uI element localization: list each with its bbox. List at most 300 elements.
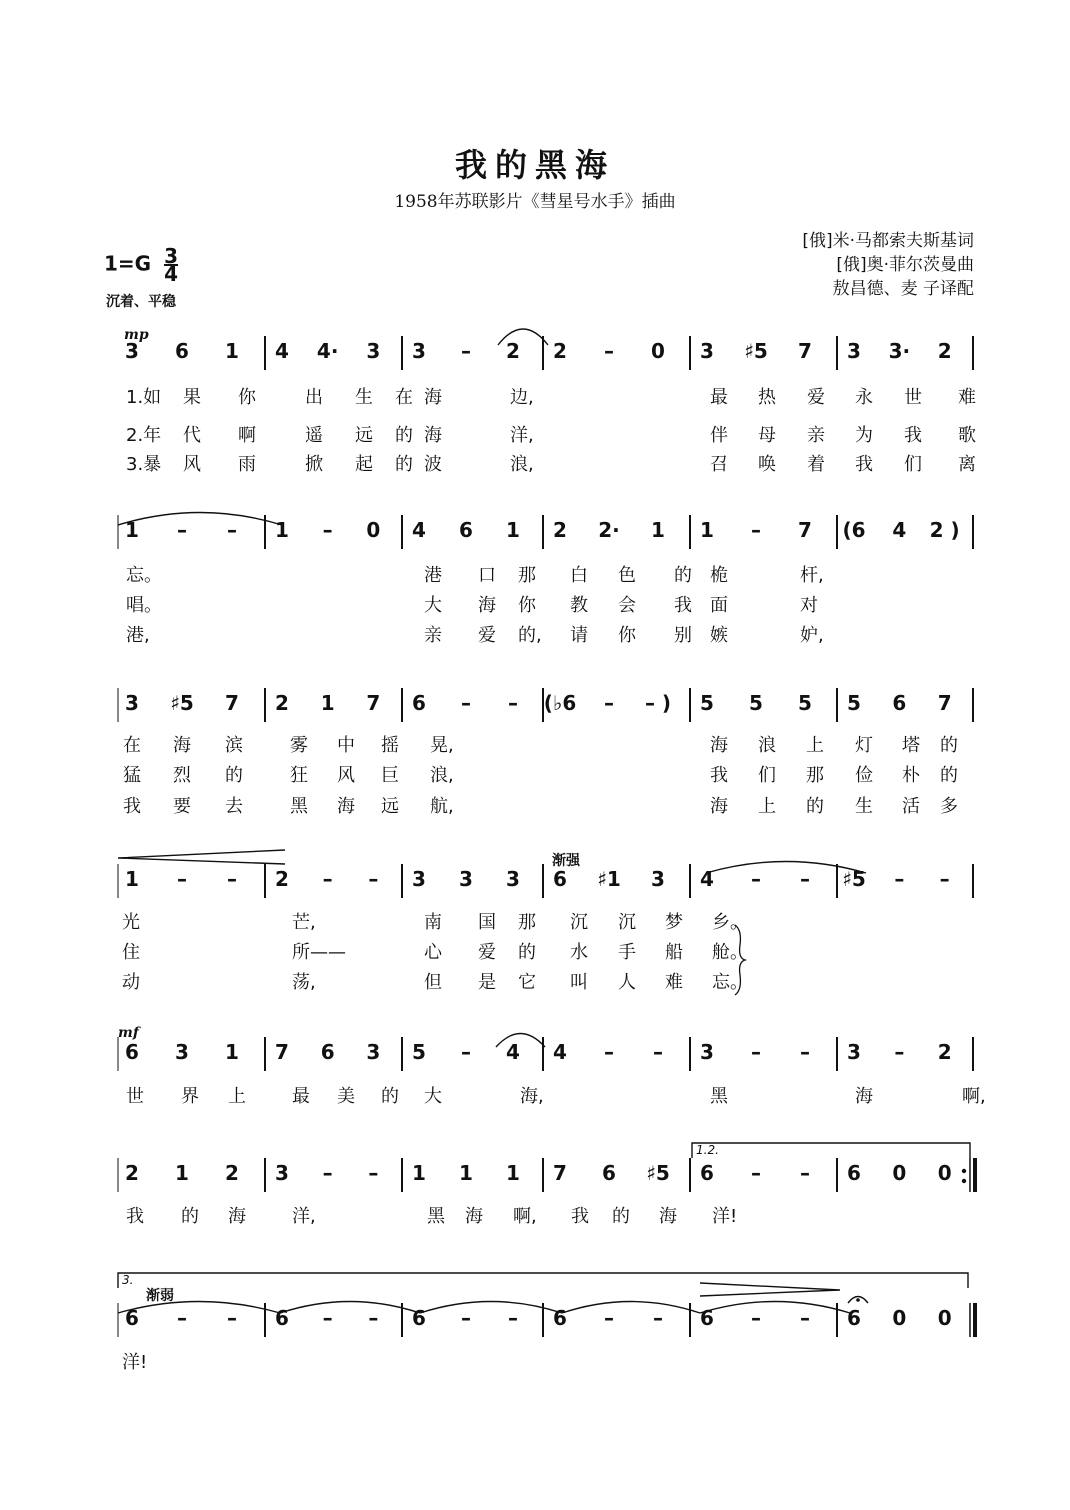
note-4-0: 6 <box>125 1040 139 1064</box>
lyric-2-1-5: 巨 <box>381 765 399 786</box>
song-subtitle: 1958年苏联影片《彗星号水手》插曲 <box>394 192 676 212</box>
lyric-0-0-1: 果 <box>183 387 201 408</box>
note-6-17: – <box>751 1306 761 1330</box>
composer-credit: [俄]奥·菲尔茨曼曲 <box>836 255 974 275</box>
note-3-17: – <box>751 867 761 891</box>
note-3-4: 2 <box>275 867 289 891</box>
tempo-marking: 沉着、平稳 <box>106 294 176 310</box>
lyric-6-0-0: 洋! <box>122 1352 148 1373</box>
note-3-9: 3 <box>459 867 473 891</box>
note-2-9: – <box>461 691 471 715</box>
lyric-2-0-5: 摇 <box>381 735 399 756</box>
lyric-3-2-0: 动 <box>122 972 140 993</box>
lyric-3-1-1: 所—— <box>292 942 346 963</box>
lyric-2-1-1: 烈 <box>173 765 191 786</box>
lyric-5-0-5: 海 <box>465 1206 483 1227</box>
translator-credit: 敖昌德、麦 子译配 <box>832 279 974 299</box>
lyric-4-0-7: 海, <box>520 1086 544 1107</box>
note-3-22: – <box>939 867 950 891</box>
lyric-1-2-2: 爱 <box>478 625 496 646</box>
note-0-0: 3 <box>125 339 139 363</box>
volta-third-label: 3. <box>122 1273 134 1287</box>
slur-7 <box>562 1302 700 1314</box>
slur-5 <box>280 1302 420 1314</box>
lyric-2-0-2: 滨 <box>225 735 243 756</box>
lyric-0-0-7: 边, <box>510 387 534 408</box>
note-2-20: 5 <box>847 691 861 715</box>
note-5-13: 6 <box>602 1161 616 1185</box>
note-1-12: 2 <box>553 518 567 542</box>
lyric-1-2-0: 港, <box>126 625 150 646</box>
lyric-0-2-7: 浪, <box>510 454 534 475</box>
note-4-8: 5 <box>412 1040 426 1064</box>
lyric-3-1-8: 舱。 <box>712 942 748 963</box>
lyric-1-1-8: 对 <box>800 595 818 616</box>
lyric-5-0-1: 的 <box>181 1206 199 1227</box>
lyric-2-2-6: 航, <box>430 796 454 817</box>
lyric-2-1-12: 的 <box>940 765 958 786</box>
note-1-8: 4 <box>412 518 426 542</box>
note-6-16: 6 <box>700 1306 714 1330</box>
crescendo-hairpin <box>118 850 285 864</box>
slur-6 <box>420 1302 562 1314</box>
note-6-2: – <box>227 1306 237 1330</box>
note-4-13: – <box>604 1040 614 1064</box>
note-5-1: 1 <box>175 1161 189 1185</box>
dynamic-mp: mp <box>124 327 149 343</box>
time-signature-bottom: 4 <box>164 262 178 286</box>
lyric-4-0-10: 啊, <box>962 1086 986 1107</box>
lyric-2-2-12: 多 <box>940 796 958 817</box>
note-3-1: – <box>177 867 187 891</box>
note-6-0: 6 <box>125 1306 139 1330</box>
lyric-0-0-8: 最 <box>710 387 728 408</box>
lyric-2-1-8: 们 <box>758 765 776 786</box>
lyric-3-0-4: 那 <box>518 912 536 933</box>
lyric-0-1-13: 歌 <box>958 425 976 446</box>
volta-first-label: 1.2. <box>696 1143 719 1157</box>
lyric-1-2-3: 的, <box>518 625 542 646</box>
lyric-1-1-4: 教 <box>570 595 588 616</box>
note-2-18: 5 <box>798 691 812 715</box>
lyric-1-0-5: 色 <box>618 565 636 586</box>
note-4-2: 1 <box>225 1040 239 1064</box>
note-6-12: 6 <box>553 1306 567 1330</box>
lyric-0-0-10: 爱 <box>807 387 825 408</box>
note-3-13: ♯1 <box>597 867 621 891</box>
lyric-1-1-5: 会 <box>618 595 636 616</box>
note-0-2: 1 <box>225 339 239 363</box>
lyric-2-2-5: 远 <box>381 796 399 817</box>
lyric-3-2-8: 忘。 <box>712 972 748 993</box>
lyric-2-1-11: 朴 <box>902 765 920 786</box>
lyric-2-0-4: 中 <box>337 735 355 756</box>
lyric-0-1-8: 伴 <box>710 425 728 446</box>
lyric-3-2-7: 难 <box>665 972 683 993</box>
note-0-22: 2 <box>937 339 952 363</box>
note-1-16: 1 <box>700 518 714 542</box>
volta-first-bracket <box>692 1143 970 1158</box>
lyric-0-2-5: 的 <box>395 454 413 475</box>
lyric-0-1-9: 母 <box>758 425 776 446</box>
note-3-10: 3 <box>506 867 520 891</box>
note-2-8: 6 <box>412 691 426 715</box>
lyric-3-2-1: 荡, <box>292 972 316 993</box>
note-6-21: 0 <box>892 1306 907 1330</box>
note-4-21: – <box>894 1040 905 1064</box>
note-5-18: – <box>800 1161 810 1185</box>
slur-3 <box>496 1034 545 1048</box>
note-5-5: – <box>322 1161 333 1185</box>
note-2-17: 5 <box>749 691 763 715</box>
fermata-dot <box>856 1298 860 1302</box>
note-0-9: – <box>461 339 471 363</box>
note-6-10: – <box>508 1306 518 1330</box>
note-2-13: – <box>604 691 614 715</box>
volta-third-bracket <box>118 1273 968 1288</box>
dynamic-mf: mf <box>118 1025 139 1041</box>
note-2-2: 7 <box>225 691 239 715</box>
note-5-12: 7 <box>553 1161 567 1185</box>
slur-4 <box>118 1302 280 1314</box>
lyric-2-0-9: 上 <box>806 735 824 756</box>
lyric-5-0-3: 洋, <box>292 1206 316 1227</box>
note-1-4: 1 <box>275 518 289 542</box>
lyric-1-0-0: 忘。 <box>126 565 162 586</box>
note-1-6: 0 <box>366 518 381 542</box>
lyric-2-1-2: 的 <box>225 765 243 786</box>
note-2-21: 6 <box>892 691 907 715</box>
lyric-1-0-6: 的 <box>674 565 692 586</box>
note-3-6: – <box>368 867 379 891</box>
note-2-4: 2 <box>275 691 289 715</box>
lyric-4-0-3: 最 <box>292 1086 310 1107</box>
lyric-1-0-4: 白 <box>570 565 588 586</box>
note-5-17: – <box>751 1161 761 1185</box>
lyric-4-0-6: 大 <box>424 1086 442 1107</box>
lyric-3-0-1: 芒, <box>292 912 316 933</box>
note-6-22: 0 <box>937 1306 952 1330</box>
note-0-18: 7 <box>798 339 812 363</box>
note-1-2: – <box>227 518 237 542</box>
lyric-5-0-10: 洋! <box>712 1206 738 1227</box>
lyric-3-0-3: 国 <box>478 912 496 933</box>
lyric-2-0-3: 雾 <box>290 735 308 756</box>
lyric-2-1-10: 俭 <box>855 765 873 786</box>
note-6-14: – <box>653 1306 663 1330</box>
lyric-4-0-4: 美 <box>337 1086 355 1107</box>
note-3-20: ♯5 <box>842 867 866 891</box>
lyric-2-1-6: 浪, <box>430 765 454 786</box>
note-4-5: 6 <box>320 1040 335 1064</box>
lyric-1-0-2: 口 <box>478 565 496 586</box>
lyric-2-2-9: 的 <box>806 796 824 817</box>
lyric-3-2-4: 它 <box>518 972 536 993</box>
lyric-2-2-4: 海 <box>337 796 355 817</box>
lyric-0-1-3: 遥 <box>305 425 323 446</box>
note-0-20: 3 <box>847 339 861 363</box>
lyric-0-2-12: 们 <box>904 454 922 475</box>
lyric-0-1-12: 我 <box>904 425 922 446</box>
note-4-17: – <box>751 1040 761 1064</box>
note-5-22: 0 <box>937 1161 952 1185</box>
note-4-22: 2 <box>937 1040 952 1064</box>
lyric-0-2-1: 风 <box>183 454 201 475</box>
note-3-21: – <box>894 867 905 891</box>
note-1-17: – <box>751 518 761 542</box>
lyric-0-1-5: 的 <box>395 425 413 446</box>
lyric-2-2-11: 活 <box>902 796 920 817</box>
lyric-0-1-4: 远 <box>355 425 373 446</box>
note-0-8: 3 <box>412 339 426 363</box>
note-0-1: 6 <box>175 339 189 363</box>
note-0-10: 2 <box>506 339 520 363</box>
note-5-21: 0 <box>892 1161 907 1185</box>
note-3-8: 3 <box>412 867 426 891</box>
lyric-0-2-10: 着 <box>807 454 825 475</box>
note-4-12: 4 <box>553 1040 567 1064</box>
note-0-21: 3· <box>888 339 911 363</box>
lyric-3-0-0: 光 <box>122 912 140 933</box>
lyric-5-0-2: 海 <box>228 1206 246 1227</box>
diminuendo-hairpin <box>700 1283 840 1296</box>
lyric-0-0-5: 在 <box>395 387 413 408</box>
lyric-0-1-2: 啊 <box>238 425 256 446</box>
lyric-1-2-8: 妒, <box>800 625 824 646</box>
song-title: 我的黑海 <box>454 146 615 184</box>
lyric-5-0-0: 我 <box>126 1206 144 1227</box>
note-2-6: 7 <box>366 691 381 715</box>
lyric-0-1-7: 洋, <box>510 425 534 446</box>
note-3-12: 6 <box>553 867 567 891</box>
lyric-1-1-3: 你 <box>518 595 536 616</box>
time-signature-top: 3 <box>164 244 178 268</box>
note-6-1: – <box>177 1306 187 1330</box>
lyric-4-0-8: 黑 <box>710 1086 728 1107</box>
lyric-0-0-11: 永 <box>855 387 873 408</box>
note-4-16: 3 <box>700 1040 714 1064</box>
lyric-4-0-9: 海 <box>855 1086 873 1107</box>
note-5-10: 1 <box>506 1161 520 1185</box>
lyric-2-2-10: 生 <box>855 796 873 817</box>
note-4-1: 3 <box>175 1040 189 1064</box>
note-2-12: (♭6 <box>543 691 577 715</box>
note-4-20: 3 <box>847 1040 861 1064</box>
lyric-0-1-6: 海 <box>424 425 442 446</box>
lyric-0-2-0: 3.暴 <box>126 454 162 475</box>
note-2-5: 1 <box>320 691 335 715</box>
note-4-4: 7 <box>275 1040 289 1064</box>
lyric-0-0-12: 世 <box>904 387 922 408</box>
note-2-10: – <box>508 691 518 715</box>
lyric-3-1-3: 爱 <box>478 942 496 963</box>
note-6-6: – <box>368 1306 379 1330</box>
lyric-1-1-6: 我 <box>674 595 692 616</box>
lyric-0-1-11: 为 <box>855 425 873 446</box>
lyric-1-2-1: 亲 <box>424 625 442 646</box>
lyric-3-1-5: 水 <box>570 942 588 963</box>
note-2-0: 3 <box>125 691 139 715</box>
lyric-3-2-5: 叫 <box>570 972 588 993</box>
note-3-18: – <box>800 867 810 891</box>
lyric-0-1-0: 2.年 <box>126 425 162 446</box>
note-5-16: 6 <box>700 1161 714 1185</box>
lyric-1-0-7: 桅 <box>710 565 728 586</box>
note-2-1: ♯5 <box>170 691 194 715</box>
note-5-9: 1 <box>459 1161 473 1185</box>
lyric-4-0-0: 世 <box>126 1086 144 1107</box>
lyric-3-1-7: 船 <box>665 942 683 963</box>
lyric-5-0-4: 黑 <box>427 1206 445 1227</box>
note-3-5: – <box>322 867 333 891</box>
lyric-1-2-5: 你 <box>618 625 636 646</box>
lyric-1-2-6: 别 <box>674 625 692 646</box>
lyric-2-0-0: 在 <box>123 735 141 756</box>
lyric-3-0-5: 沉 <box>570 912 588 933</box>
note-0-13: – <box>604 339 614 363</box>
note-6-13: – <box>604 1306 614 1330</box>
lyric-5-0-8: 的 <box>612 1206 630 1227</box>
lyric-2-2-0: 我 <box>123 796 141 817</box>
lyric-1-1-1: 大 <box>424 595 442 616</box>
note-2-14: – ) <box>644 691 672 715</box>
note-3-0: 1 <box>125 867 139 891</box>
note-1-14: 1 <box>651 518 665 542</box>
note-6-9: – <box>461 1306 471 1330</box>
note-1-0: 1 <box>125 518 139 542</box>
lyric-0-2-4: 起 <box>355 454 373 475</box>
note-1-22: 2 ) <box>929 518 960 542</box>
lyric-3-2-2: 但 <box>424 972 442 993</box>
lyric-1-1-0: 唱。 <box>126 595 162 616</box>
lyric-0-1-1: 代 <box>183 425 201 446</box>
note-2-16: 5 <box>700 691 714 715</box>
note-4-6: 3 <box>366 1040 381 1064</box>
lyric-2-2-8: 上 <box>758 796 776 817</box>
note-0-17: ♯5 <box>744 339 768 363</box>
note-6-8: 6 <box>412 1306 426 1330</box>
lyric-3-1-2: 心 <box>424 942 442 963</box>
lyric-2-0-6: 晃, <box>430 735 454 756</box>
lyric-5-0-7: 我 <box>571 1206 589 1227</box>
lyric-3-2-6: 人 <box>618 972 636 993</box>
note-5-2: 2 <box>225 1161 239 1185</box>
lyric-1-0-8: 杆, <box>800 565 824 586</box>
lyric-0-0-3: 出 <box>305 387 323 408</box>
lyric-0-2-2: 雨 <box>238 454 256 475</box>
note-1-10: 1 <box>506 518 520 542</box>
lyricist-credit: [俄]米·马都索夫斯基词 <box>802 231 974 251</box>
lyric-3-0-8: 乡。 <box>712 912 748 933</box>
lyric-2-0-10: 灯 <box>855 735 873 756</box>
slur-1 <box>118 513 282 526</box>
note-0-16: 3 <box>700 339 714 363</box>
lyric-2-0-1: 海 <box>173 735 191 756</box>
note-5-8: 1 <box>412 1161 426 1185</box>
note-4-14: – <box>653 1040 663 1064</box>
crescendo-label: 渐强 <box>552 853 580 869</box>
lyric-3-1-0: 住 <box>122 942 140 963</box>
note-1-9: 6 <box>459 518 473 542</box>
lyric-0-0-13: 难 <box>958 387 976 408</box>
note-1-21: 4 <box>892 518 907 542</box>
note-3-2: – <box>227 867 237 891</box>
lyric-0-0-0: 1.如 <box>126 387 162 408</box>
lyric-2-2-7: 海 <box>710 796 728 817</box>
lyric-3-0-6: 沉 <box>618 912 636 933</box>
lyric-2-1-7: 我 <box>710 765 728 786</box>
lyric-2-1-3: 狂 <box>290 765 308 786</box>
note-4-18: – <box>800 1040 810 1064</box>
lyric-0-0-9: 热 <box>758 387 776 408</box>
lyric-2-1-4: 风 <box>337 765 355 786</box>
lyric-4-0-2: 上 <box>228 1086 246 1107</box>
lyric-1-0-1: 港 <box>424 565 442 586</box>
note-6-18: – <box>800 1306 810 1330</box>
lyric-1-1-7: 面 <box>710 595 728 616</box>
note-5-6: – <box>368 1161 379 1185</box>
lyric-0-2-8: 召 <box>710 454 728 475</box>
note-1-18: 7 <box>798 518 812 542</box>
note-5-20: 6 <box>847 1161 861 1185</box>
note-0-4: 4 <box>275 339 289 363</box>
note-5-4: 3 <box>275 1161 289 1185</box>
repeat-dot <box>962 1169 966 1173</box>
lyric-0-2-3: 掀 <box>305 454 323 475</box>
lyric-0-0-2: 你 <box>238 387 256 408</box>
lyric-5-0-6: 啊, <box>513 1206 537 1227</box>
lyric-3-0-2: 南 <box>424 912 442 933</box>
lyric-0-1-10: 亲 <box>807 425 825 446</box>
note-1-13: 2· <box>598 518 620 542</box>
repeat-dot <box>962 1179 966 1183</box>
lyric-3-1-4: 的 <box>518 942 536 963</box>
note-5-0: 2 <box>125 1161 139 1185</box>
note-1-1: – <box>177 518 187 542</box>
lyric-2-2-1: 要 <box>173 796 191 817</box>
lyric-4-0-5: 的 <box>381 1086 399 1107</box>
lyric-2-1-9: 那 <box>806 765 824 786</box>
lyric-0-2-9: 唤 <box>758 454 776 475</box>
lyric-2-1-0: 猛 <box>123 765 141 786</box>
note-1-20: (6 <box>842 518 866 542</box>
lyric-3-1-6: 手 <box>618 942 636 963</box>
note-1-5: – <box>322 518 333 542</box>
note-0-6: 3 <box>366 339 381 363</box>
note-4-9: – <box>461 1040 471 1064</box>
lyric-3-0-7: 梦 <box>665 912 683 933</box>
lyric-0-0-6: 海 <box>424 387 442 408</box>
lyric-2-0-11: 塔 <box>902 735 920 756</box>
lyric-1-2-7: 嫉 <box>710 625 728 646</box>
note-6-5: – <box>322 1306 333 1330</box>
note-0-12: 2 <box>553 339 567 363</box>
lyric-3-2-3: 是 <box>478 972 496 993</box>
lyric-0-2-11: 我 <box>855 454 873 475</box>
note-0-5: 4· <box>316 339 339 363</box>
lyric-2-2-3: 黑 <box>290 796 308 817</box>
lyric-4-0-1: 界 <box>181 1086 199 1107</box>
diminuendo-label: 渐弱 <box>146 1288 174 1304</box>
note-2-22: 7 <box>937 691 952 715</box>
lyric-2-0-8: 浪 <box>758 735 776 756</box>
lyric-2-0-12: 的 <box>940 735 958 756</box>
lyric-0-2-13: 离 <box>958 454 976 475</box>
lyric-1-1-2: 海 <box>478 595 496 616</box>
note-6-20: 6 <box>847 1306 861 1330</box>
lyric-2-2-2: 去 <box>225 796 243 817</box>
lyric-1-0-3: 那 <box>518 565 536 586</box>
